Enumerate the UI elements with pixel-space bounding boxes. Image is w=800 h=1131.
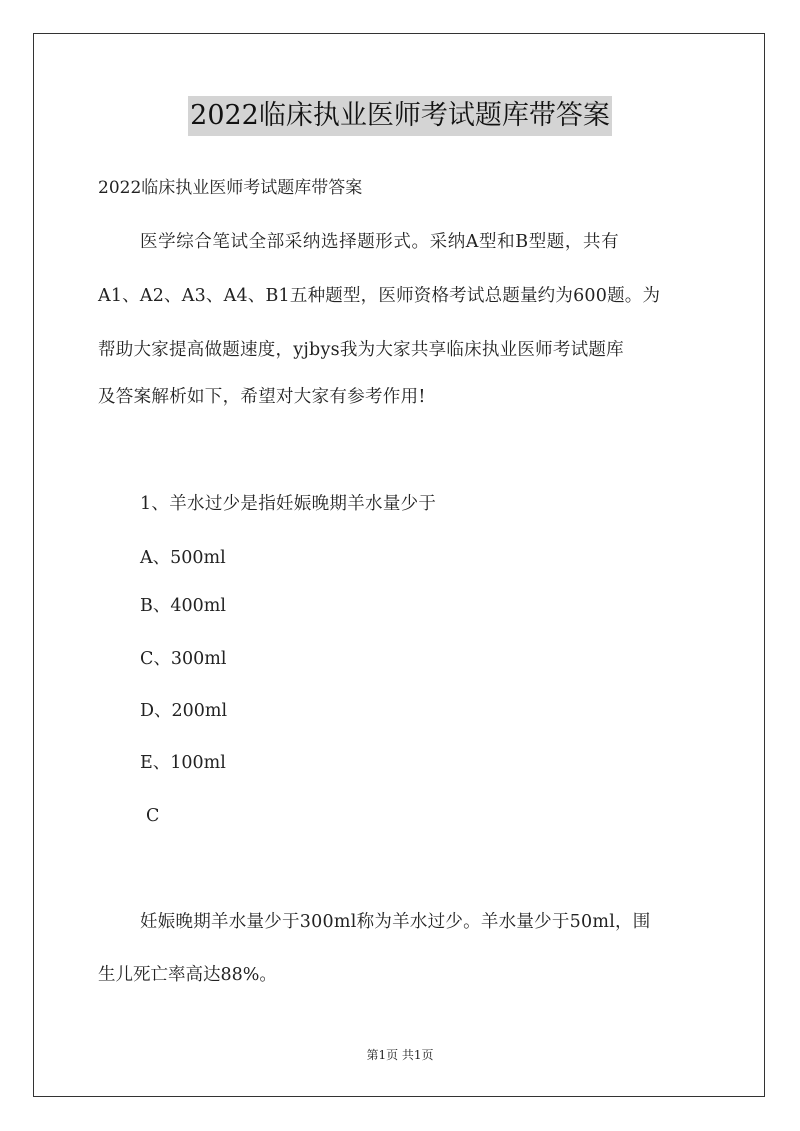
explanation-line-1: 妊娠晚期羊水量少于300ml称为羊水过少。羊水量少于50ml，围 bbox=[140, 912, 651, 932]
document-subtitle: 2022临床执业医师考试题库带答案 bbox=[98, 178, 363, 198]
option-e: E、100ml bbox=[140, 753, 226, 773]
intro-line-3: 帮助大家提高做题速度，yjbys我为大家共享临床执业医师考试题库 bbox=[98, 340, 624, 360]
option-c: C、300ml bbox=[140, 649, 227, 669]
intro-line-1: 医学综合笔试全部采纳选择题形式。采纳A型和B型题，共有 bbox=[140, 232, 620, 252]
option-b: B、400ml bbox=[140, 596, 226, 616]
intro-line-4: 及答案解析如下，希望对大家有参考作用! bbox=[98, 387, 426, 407]
document-title: 2022临床执业医师考试题库带答案 bbox=[188, 96, 612, 136]
question-text: 1、羊水过少是指妊娠晚期羊水量少于 bbox=[140, 494, 437, 514]
page-footer: 第1页 共1页 bbox=[366, 1048, 434, 1062]
option-a: A、500ml bbox=[140, 548, 226, 568]
document-title-container bbox=[0, 96, 800, 136]
answer: C bbox=[146, 806, 160, 826]
intro-line-2: A1、A2、A3、A4、B1五种题型，医师资格考试总题量约为600题。为 bbox=[98, 286, 661, 306]
explanation-line-2: 生儿死亡率高达88%。 bbox=[98, 965, 277, 985]
option-d: D、200ml bbox=[140, 701, 228, 721]
